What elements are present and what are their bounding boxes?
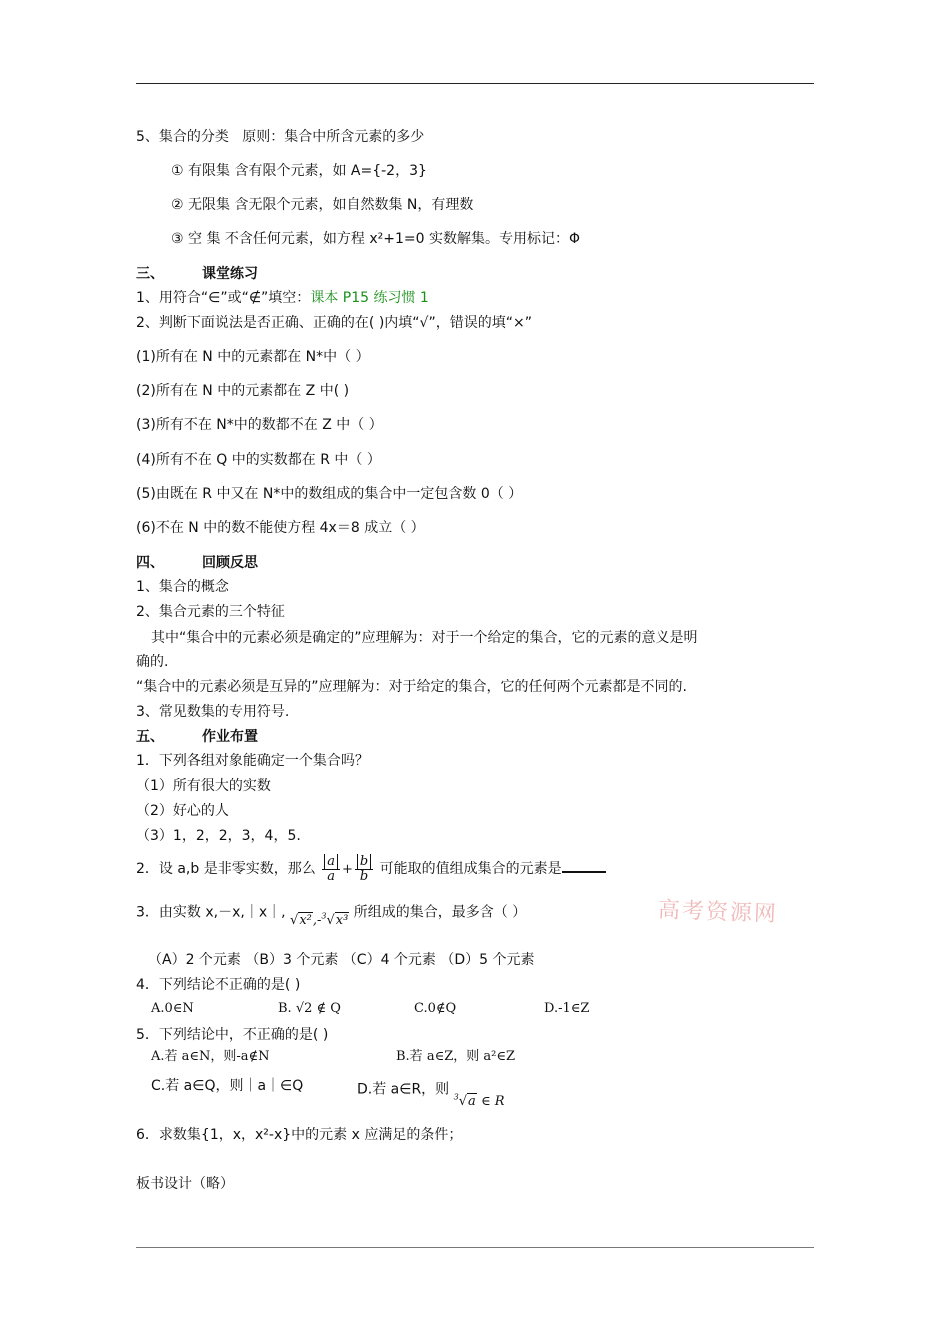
q5-option-a: A.若 a∈N，则-a∉N: [151, 1049, 270, 1064]
classification-item-infinite: ② 无限集 含无限个元素，如自然数集 N，有理数: [171, 197, 474, 213]
section3-q2: 2、判断下面说法是否正确、正确的在( )内填“√”，错误的填“×”: [136, 315, 532, 331]
board-design: 板书设计（略）: [136, 1176, 234, 1192]
judgment-3: (3)所有不在 N*中的数都不在 Z 中（ ）: [136, 417, 383, 433]
review-line-3: 其中“集合中的元素必须是确定的”应理解为：对于一个给定的集合，它的元素的意义是明: [151, 630, 698, 646]
review-line-6: 3、常见数集的专用符号.: [136, 704, 290, 720]
classification-heading: 5、集合的分类 原则：集合中所含元素的多少: [136, 129, 425, 145]
review-line-2: 2、集合元素的三个特征: [136, 604, 285, 620]
header-rule: [136, 83, 814, 84]
textbook-reference: 课本 P15 练习惯 1: [310, 290, 429, 306]
homework-q1: 1．下列各组对象能确定一个集合吗？: [136, 753, 369, 769]
review-line-4: 确的.: [136, 654, 169, 670]
judgment-1: (1)所有在 N 中的元素都在 N*中（ ）: [136, 349, 370, 365]
radical-expression: √x²,-$^3$√x³: [290, 912, 349, 929]
homework-q2: 2．设 a,b 是非零实数，那么 $\frac{a}{a}$ + $\frac{b}{b}$ 可能取的值组成集合的元素是: [136, 852, 606, 887]
section3-q1: 1、用符合“∈”或“∉”填空：课本 P15 练习惯 1: [136, 290, 429, 306]
judgment-6: (6)不在 N 中的数不能使方程 4x＝8 成立（ ）: [136, 520, 425, 536]
homework-q4: 4．下列结论不正确的是( ): [136, 977, 301, 993]
homework-q6: 6．求数集{1，x，x²-x}中的元素 x 应满足的条件；: [136, 1127, 463, 1143]
review-line-5: “集合中的元素必须是互异的”应理解为：对于给定的集合，它的任何两个元素都是不同的.: [136, 679, 687, 695]
section4-heading: 四、 回顾反思: [136, 555, 258, 571]
homework-q1-item-2: （2）好心的人: [136, 803, 229, 819]
judgment-5: (5)由既在 R 中又在 N*中的数组成的集合中一定包含数 0（ ）: [136, 486, 523, 502]
review-line-1: 1、集合的概念: [136, 579, 229, 595]
section5-heading: 五、 作业布置: [136, 729, 258, 745]
homework-q5: 5．下列结论中，不正确的是( ): [136, 1027, 329, 1043]
watermark-logo: 高考资源网: [657, 897, 779, 928]
q4-option-c: C.0∉Q: [414, 1001, 457, 1016]
homework-q3-options: （A）2 个元素 （B）3 个元素 （C）4 个元素 （D）5 个元素: [148, 952, 535, 968]
cube-root-expression: $^3$√a ∈ R: [453, 1093, 505, 1110]
fraction-a: $\frac{a}{a}$: [322, 855, 340, 884]
homework-q3: 3．由实数 x,－x,｜x｜, √x²,-$^3$√x³ 所组成的集合，最多含（ ）: [136, 904, 527, 929]
judgment-2: (2)所有在 N 中的元素都在 Z 中( ): [136, 383, 350, 399]
classification-item-empty: ③ 空 集 不含任何元素，如方程 x²+1=0 实数解集。专用标记：Φ: [171, 231, 580, 247]
fraction-b: $\frac{b}{b}$: [355, 855, 373, 884]
classification-item-finite: ① 有限集 含有限个元素，如 A={-2，3}: [171, 163, 427, 179]
q5-option-d: D.若 a∈R，则 $^3$√a ∈ R: [357, 1081, 505, 1110]
q4-option-a: A.0∈N: [151, 1001, 194, 1016]
judgment-4: (4)所有不在 Q 中的实数都在 R 中（ ）: [136, 452, 381, 468]
section3-heading: 三、 课堂练习: [136, 266, 258, 282]
q4-option-d: D.-1∈Z: [544, 1001, 590, 1016]
q4-option-b: B. √2 ∉ Q: [278, 1001, 341, 1016]
q5-option-b: B.若 a∈Z，则 a²∈Z: [396, 1049, 515, 1064]
footer-rule: [136, 1247, 814, 1248]
homework-q1-item-1: （1）所有很大的实数: [136, 778, 271, 794]
answer-blank: [562, 859, 606, 873]
homework-q1-item-3: （3）1，2，2，3，4，5.: [136, 828, 301, 844]
q5-option-c: C.若 a∈Q，则｜a｜∈Q: [151, 1078, 304, 1094]
